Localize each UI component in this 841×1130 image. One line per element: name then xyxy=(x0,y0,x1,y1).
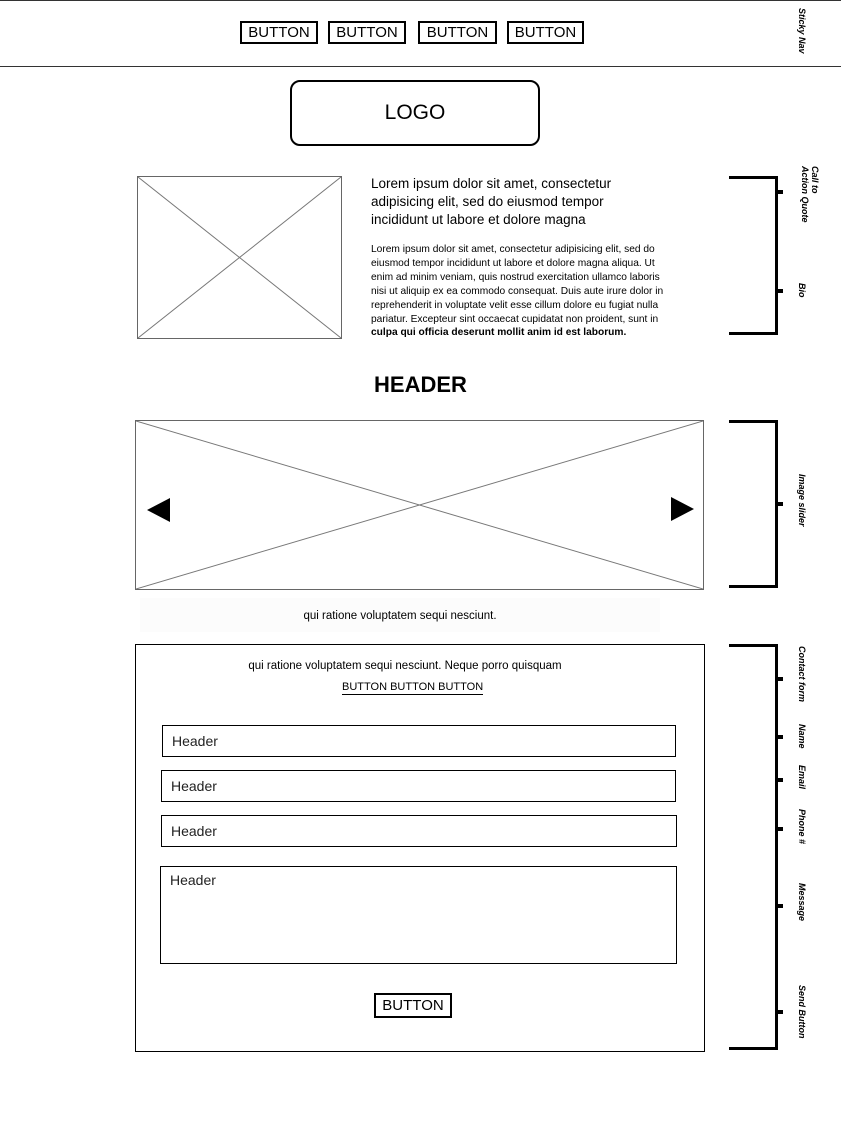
nav-top-border xyxy=(0,0,841,1)
tick-email xyxy=(777,778,783,782)
slider-next-arrow-icon[interactable] xyxy=(671,497,694,521)
annotation-send: Send Button xyxy=(797,985,807,1039)
nav-button-1[interactable]: BUTTON xyxy=(240,21,318,44)
tick-send xyxy=(777,1010,783,1014)
bio-text xyxy=(371,243,671,340)
name-field[interactable]: Header xyxy=(162,725,676,757)
nav-button-4[interactable]: BUTTON xyxy=(507,21,584,44)
bio-body: Lorem ipsum dolor sit amet, consectetur adipisicing elit, sed do eiusmod tempor incididunt ut labore et dolore magna aliqua. Ut enim ad minim veniam, quis nostrud exercitation ullamco laboris nisi ut aliquip ex ea commodo consequat. Duis aute irure dolor in reprehenderit in voluptate velit esse cillum dolore eu fugiat nulla pariatur. Excepteur sint occaecat cupidatat non proident, sunt in xyxy=(371,244,664,325)
send-button[interactable]: BUTTON xyxy=(374,993,452,1018)
annotation-bio: Bio xyxy=(797,283,807,298)
annotation-email: Email xyxy=(797,765,807,790)
bracket-contact xyxy=(729,644,778,1050)
bio-bold: culpa qui officia deserunt mollit anim id est laborum. xyxy=(371,327,627,339)
section-header: HEADER xyxy=(374,372,467,397)
bio-image-placeholder xyxy=(137,176,342,339)
bracket-slider xyxy=(729,420,778,588)
cta-quote: Lorem ipsum dolor sit amet, consectetur adipisicing elit, sed do eiusmod tempor incididunt ut labore et dolore magna xyxy=(371,176,612,227)
annotation-slider: Image slider xyxy=(797,474,807,527)
tick-message xyxy=(777,904,783,908)
tick-phone xyxy=(777,827,783,831)
tick-name xyxy=(777,735,783,739)
slider-image-placeholder xyxy=(135,420,704,590)
email-field[interactable]: Header xyxy=(161,770,676,802)
annotation-cta: Call to Action Quote xyxy=(800,166,820,223)
tick-cta xyxy=(777,190,783,194)
contact-link-buttons[interactable]: BUTTON BUTTON BUTTON xyxy=(342,681,484,693)
annotation-phone: Phone # xyxy=(797,809,807,845)
tick-bio xyxy=(777,289,783,293)
nav-button-3[interactable]: BUTTON xyxy=(418,21,497,44)
annotation-sticky-nav: Sticky Nav xyxy=(797,8,807,54)
contact-intro: qui ratione voluptatem sequi nesciunt. Neque porro quisquam xyxy=(248,660,562,672)
slider-caption: qui ratione voluptatem sequi nesciunt. xyxy=(140,598,660,632)
phone-field[interactable]: Header xyxy=(161,815,677,847)
logo[interactable]: LOGO xyxy=(290,80,540,146)
tick-form xyxy=(777,677,783,681)
slider-prev-arrow-icon[interactable] xyxy=(147,498,170,522)
nav-button-2[interactable]: BUTTON xyxy=(328,21,406,44)
annotation-name: Name xyxy=(797,724,807,749)
annotation-contact-form: Contact form xyxy=(797,646,807,702)
bracket-intro xyxy=(729,176,778,335)
contact-form xyxy=(135,644,705,1052)
nav-bottom-border xyxy=(0,66,841,67)
tick-slider xyxy=(777,502,783,506)
message-field[interactable]: Header xyxy=(160,866,677,964)
annotation-message: Message xyxy=(797,883,807,922)
